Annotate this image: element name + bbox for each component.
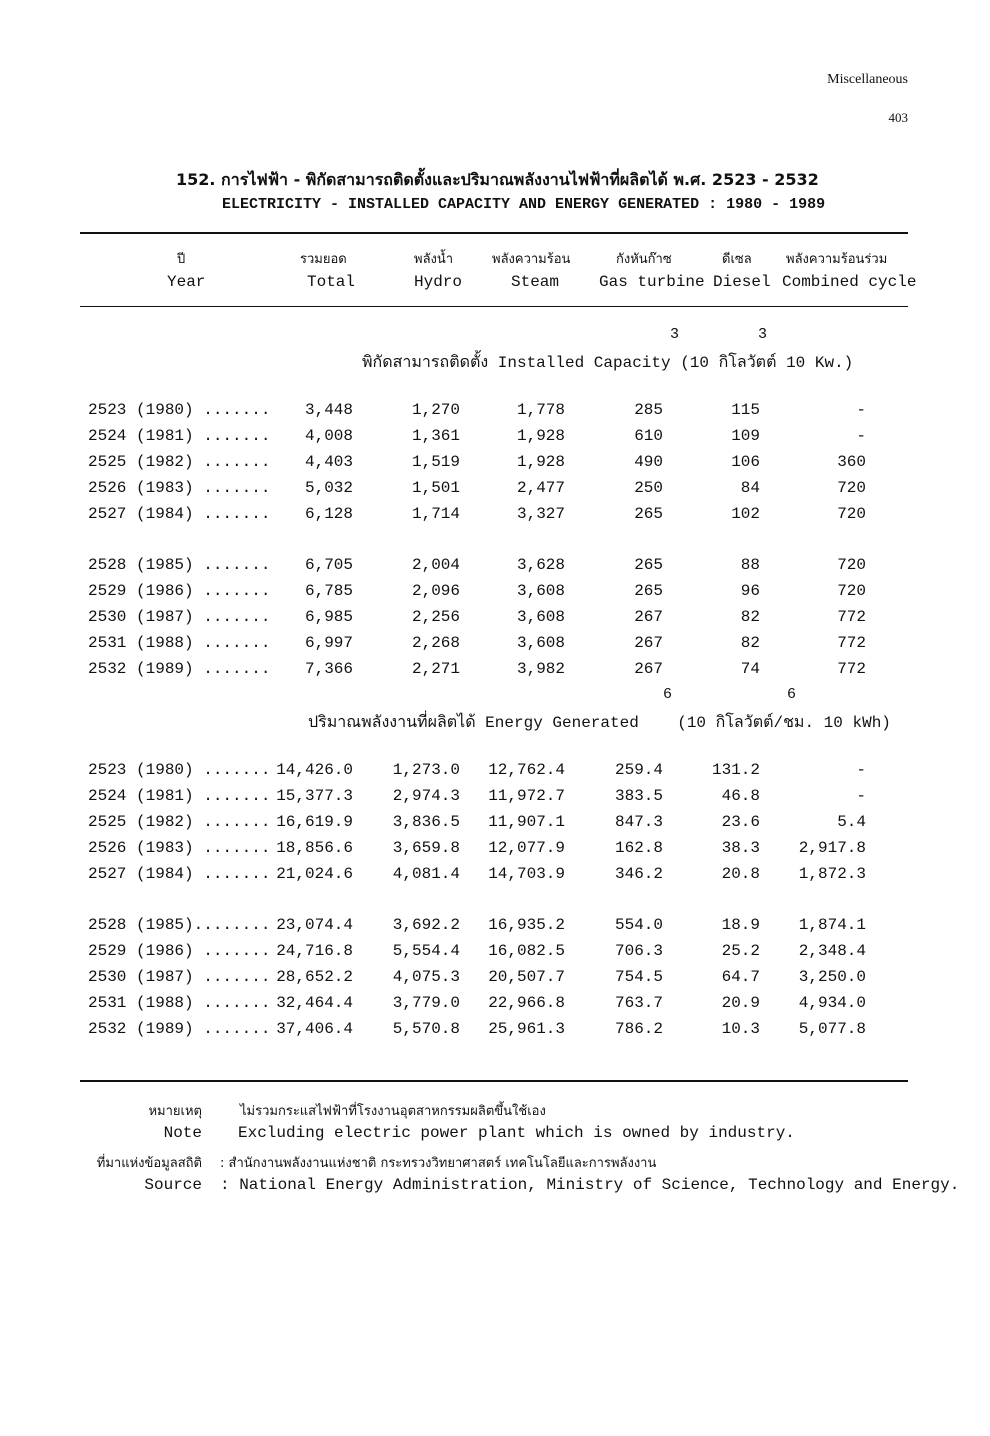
row-diesel: 23.6: [721, 813, 760, 831]
col-total-english: Total: [307, 273, 356, 291]
row-diesel: 84: [740, 479, 760, 497]
row-hydro: 3,692.2: [392, 916, 460, 934]
row-steam: 3,608: [516, 634, 565, 652]
section-installed-exponent-1: 3: [670, 326, 680, 343]
row-diesel: 82: [740, 608, 760, 626]
row-steam: 20,507.7: [488, 968, 565, 986]
row-hydro: 1,361: [411, 427, 460, 445]
row-combined-cycle: -: [856, 427, 866, 445]
row-year: 2528 (1985) .......: [88, 556, 271, 574]
row-diesel: 82: [740, 634, 760, 652]
row-steam: 3,327: [516, 505, 565, 523]
row-gas-turbine: 250: [634, 479, 663, 497]
row-total: 32,464.4: [276, 994, 353, 1012]
row-year: 2529 (1986) .......: [88, 582, 271, 600]
row-combined-cycle: 1,874.1: [798, 916, 866, 934]
row-year: 2527 (1984) .......: [88, 865, 271, 883]
remark-label-thai: หมายเหตุ: [148, 1104, 202, 1119]
note-text: Excluding electric power plant which is owned by industry.: [238, 1124, 795, 1142]
row-total: 6,785: [304, 582, 353, 600]
row-hydro: 1,273.0: [392, 761, 460, 779]
remark-text-thai: ไม่รวมกระแสไฟฟ้าที่โรงงานอุตสาหกรรมผลิตขึ้นใช้เอง: [240, 1104, 546, 1119]
row-gas-turbine: 610: [634, 427, 663, 445]
row-combined-cycle: 720: [837, 582, 866, 600]
row-gas-turbine: 763.7: [614, 994, 663, 1012]
table-row: [0, 942, 990, 964]
row-combined-cycle: 1,872.3: [798, 865, 866, 883]
row-hydro: 4,075.3: [392, 968, 460, 986]
row-combined-cycle: 772: [837, 634, 866, 652]
row-gas-turbine: 267: [634, 634, 663, 652]
row-hydro: 3,659.8: [392, 839, 460, 857]
row-hydro: 3,779.0: [392, 994, 460, 1012]
row-diesel: 115: [731, 401, 760, 419]
row-steam: 3,608: [516, 582, 565, 600]
row-gas-turbine: 267: [634, 660, 663, 678]
row-gas-turbine: 383.5: [614, 787, 663, 805]
row-year: 2524 (1981) .......: [88, 427, 271, 445]
row-steam: 14,703.9: [488, 865, 565, 883]
row-hydro: 2,096: [411, 582, 460, 600]
source-text: : National Energy Administration, Ministry of Science, Technology and Energy.: [220, 1176, 960, 1194]
table-row: [0, 634, 990, 656]
row-total: 28,652.2: [276, 968, 353, 986]
row-combined-cycle: 2,917.8: [798, 839, 866, 857]
row-combined-cycle: 2,348.4: [798, 942, 866, 960]
table-row: [0, 479, 990, 501]
top-rule: [80, 232, 908, 234]
row-hydro: 5,570.8: [392, 1020, 460, 1038]
row-year: 2529 (1986) .......: [88, 942, 271, 960]
row-gas-turbine: 554.0: [614, 916, 663, 934]
section-energy-exponent-2: 6: [787, 686, 797, 703]
row-hydro: 2,974.3: [392, 787, 460, 805]
row-year: 2526 (1983) .......: [88, 839, 271, 857]
col-year-english: Year: [167, 273, 206, 291]
row-year: 2528 (1985)........: [88, 916, 271, 934]
row-steam: 1,928: [516, 427, 565, 445]
source-label-thai: ที่มาแห่งข้อมูลสถิติ: [96, 1156, 202, 1171]
row-combined-cycle: 720: [837, 505, 866, 523]
row-year: 2530 (1987) .......: [88, 608, 271, 626]
row-steam: 25,961.3: [488, 1020, 565, 1038]
row-steam: 2,477: [516, 479, 565, 497]
row-combined-cycle: -: [856, 761, 866, 779]
table-row: [0, 994, 990, 1016]
col-diesel-thai: ดีเซล: [722, 252, 752, 267]
row-combined-cycle: 720: [837, 479, 866, 497]
row-steam: 1,778: [516, 401, 565, 419]
col-steam-thai: พลังความร้อน: [492, 252, 571, 267]
col-steam-english: Steam: [511, 273, 560, 291]
row-diesel: 18.9: [721, 916, 760, 934]
row-year: 2527 (1984) .......: [88, 505, 271, 523]
row-gas-turbine: 786.2: [614, 1020, 663, 1038]
table-row: [0, 813, 990, 835]
col-combined-thai: พลังความร้อนร่วม: [786, 252, 888, 267]
row-diesel: 96: [740, 582, 760, 600]
row-combined-cycle: -: [856, 401, 866, 419]
row-steam: 12,077.9: [488, 839, 565, 857]
row-hydro: 3,836.5: [392, 813, 460, 831]
table-row: [0, 401, 990, 423]
row-diesel: 102: [731, 505, 760, 523]
row-diesel: 131.2: [711, 761, 760, 779]
row-hydro: 2,268: [411, 634, 460, 652]
table-row: [0, 556, 990, 578]
row-total: 23,074.4: [276, 916, 353, 934]
page-number: 403: [888, 110, 908, 125]
row-total: 3,448: [304, 401, 353, 419]
row-steam: 12,762.4: [488, 761, 565, 779]
row-hydro: 1,270: [411, 401, 460, 419]
row-gas-turbine: 265: [634, 505, 663, 523]
row-combined-cycle: 3,250.0: [798, 968, 866, 986]
row-total: 15,377.3: [276, 787, 353, 805]
row-total: 6,705: [304, 556, 353, 574]
row-year: 2526 (1983) .......: [88, 479, 271, 497]
table-row: [0, 761, 990, 783]
section-installed-label: พิกัดสามารถติดตั้ง Installed Capacity (10 กิโลวัตต์ 10 Kw.): [362, 354, 854, 372]
section-energy-exponent-1: 6: [663, 686, 673, 703]
row-hydro: 1,714: [411, 505, 460, 523]
col-total-thai: รวมยอด: [300, 252, 347, 267]
row-diesel: 25.2: [721, 942, 760, 960]
table-row: [0, 505, 990, 527]
row-hydro: 1,501: [411, 479, 460, 497]
row-total: 6,985: [304, 608, 353, 626]
row-gas-turbine: 346.2: [614, 865, 663, 883]
row-steam: 3,628: [516, 556, 565, 574]
col-year-thai: ปี: [177, 252, 186, 267]
row-gas-turbine: 259.4: [614, 761, 663, 779]
source-label: Source: [144, 1176, 202, 1194]
row-total: 4,403: [304, 453, 353, 471]
table-row: [0, 582, 990, 604]
row-year: 2531 (1988) .......: [88, 994, 271, 1012]
table-title-english: ELECTRICITY - INSTALLED CAPACITY AND ENERGY GENERATED : 1980 - 1989: [222, 196, 826, 213]
row-gas-turbine: 706.3: [614, 942, 663, 960]
row-total: 7,366: [304, 660, 353, 678]
row-steam: 16,082.5: [488, 942, 565, 960]
row-combined-cycle: 4,934.0: [798, 994, 866, 1012]
row-year: 2532 (1989) .......: [88, 1020, 271, 1038]
row-hydro: 5,554.4: [392, 942, 460, 960]
col-hydro-english: Hydro: [414, 273, 463, 291]
row-year: 2531 (1988) .......: [88, 634, 271, 652]
source-text-thai: : สำนักงานพลังงานแห่งชาติ กระทรวงวิทยาศาสตร์ เทคโนโลยีและการพลังงาน: [220, 1156, 657, 1171]
row-hydro: 4,081.4: [392, 865, 460, 883]
table-row: [0, 968, 990, 990]
bottom-rule: [80, 1080, 908, 1082]
row-steam: 3,608: [516, 608, 565, 626]
col-gas-english: Gas turbine: [599, 273, 705, 291]
row-gas-turbine: 754.5: [614, 968, 663, 986]
section-installed-exponent-2: 3: [758, 326, 768, 343]
row-gas-turbine: 847.3: [614, 813, 663, 831]
row-steam: 22,966.8: [488, 994, 565, 1012]
row-year: 2523 (1980) .......: [88, 761, 271, 779]
row-combined-cycle: -: [856, 787, 866, 805]
table-row: [0, 1020, 990, 1042]
row-diesel: 38.3: [721, 839, 760, 857]
col-hydro-thai: พลังน้ำ: [414, 252, 454, 267]
row-diesel: 10.3: [721, 1020, 760, 1038]
row-total: 4,008: [304, 427, 353, 445]
row-diesel: 88: [740, 556, 760, 574]
row-hydro: 2,271: [411, 660, 460, 678]
table-row: [0, 839, 990, 861]
row-combined-cycle: 5,077.8: [798, 1020, 866, 1038]
row-steam: 11,907.1: [488, 813, 565, 831]
row-total: 16,619.9: [276, 813, 353, 831]
row-diesel: 46.8: [721, 787, 760, 805]
row-gas-turbine: 285: [634, 401, 663, 419]
table-row: [0, 865, 990, 887]
row-hydro: 1,519: [411, 453, 460, 471]
row-gas-turbine: 162.8: [614, 839, 663, 857]
row-combined-cycle: 720: [837, 556, 866, 574]
row-combined-cycle: 772: [837, 660, 866, 678]
row-diesel: 106: [731, 453, 760, 471]
row-hydro: 2,256: [411, 608, 460, 626]
table-row: [0, 608, 990, 630]
header-rule: [80, 306, 908, 307]
row-combined-cycle: 5.4: [837, 813, 866, 831]
row-total: 14,426.0: [276, 761, 353, 779]
section-energy-label: ปริมาณพลังงานที่ผลิตได้ Energy Generated (10 กิโลวัตต์/ชม. 10 kWh): [308, 714, 891, 732]
row-year: 2525 (1982) .......: [88, 453, 271, 471]
table-row: [0, 427, 990, 449]
row-combined-cycle: 772: [837, 608, 866, 626]
note-label: Note: [163, 1124, 202, 1142]
row-diesel: 109: [731, 427, 760, 445]
row-diesel: 20.9: [721, 994, 760, 1012]
row-combined-cycle: 360: [837, 453, 866, 471]
row-total: 21,024.6: [276, 865, 353, 883]
table-row: [0, 787, 990, 809]
row-gas-turbine: 265: [634, 582, 663, 600]
row-total: 37,406.4: [276, 1020, 353, 1038]
col-combined-english: Combined cycle: [782, 273, 917, 291]
table-row: [0, 916, 990, 938]
row-gas-turbine: 267: [634, 608, 663, 626]
row-steam: 3,982: [516, 660, 565, 678]
row-year: 2523 (1980) .......: [88, 401, 271, 419]
row-diesel: 20.8: [721, 865, 760, 883]
row-total: 6,997: [304, 634, 353, 652]
row-diesel: 64.7: [721, 968, 760, 986]
row-year: 2524 (1981) .......: [88, 787, 271, 805]
row-total: 6,128: [304, 505, 353, 523]
row-total: 24,716.8: [276, 942, 353, 960]
row-year: 2532 (1989) .......: [88, 660, 271, 678]
row-hydro: 2,004: [411, 556, 460, 574]
row-steam: 1,928: [516, 453, 565, 471]
section-header: Miscellaneous: [827, 72, 908, 87]
row-steam: 11,972.7: [488, 787, 565, 805]
row-diesel: 74: [740, 660, 760, 678]
row-total: 5,032: [304, 479, 353, 497]
col-diesel-english: Diesel: [713, 273, 771, 291]
row-year: 2530 (1987) .......: [88, 968, 271, 986]
row-steam: 16,935.2: [488, 916, 565, 934]
table-row: [0, 660, 990, 682]
table-title-thai: 152. การไฟฟ้า - พิกัดสามารถติดตั้งและปริมาณพลังงานไฟฟ้าที่ผลิตได้ พ.ศ. 2523 - 2532: [176, 170, 819, 189]
row-gas-turbine: 265: [634, 556, 663, 574]
row-total: 18,856.6: [276, 839, 353, 857]
table-row: [0, 453, 990, 475]
col-gas-thai: กังหันก๊าซ: [616, 252, 672, 267]
row-year: 2525 (1982) .......: [88, 813, 271, 831]
row-gas-turbine: 490: [634, 453, 663, 471]
